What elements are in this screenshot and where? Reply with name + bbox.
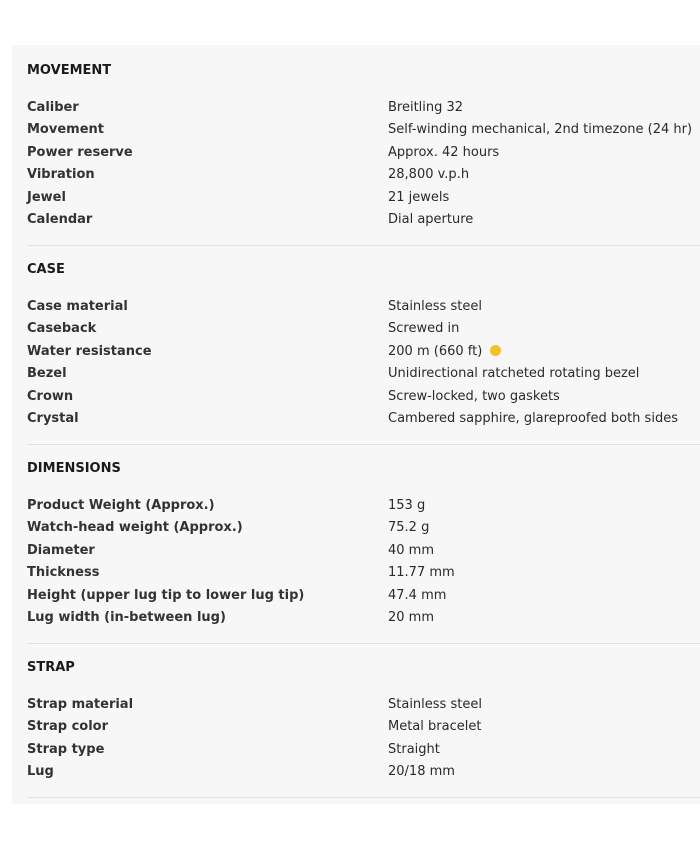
spec-list (27, 694, 700, 784)
spec-label: Product Weight (Approx.) (27, 498, 215, 513)
spec-label: Watch-head weight (Approx.) (27, 520, 243, 536)
spec-label: Caseback (27, 321, 97, 337)
spec-label: Caliber (27, 100, 79, 115)
spec-value: 153 g (388, 498, 426, 513)
spec-label: Crystal (27, 410, 79, 426)
spec-label: Case material (27, 299, 128, 314)
spec-row-movement (27, 119, 700, 141)
spec-row-height (27, 585, 700, 607)
section-case (27, 260, 700, 430)
spec-value: Straight (388, 741, 440, 757)
spec-value: Self-winding mechanical, 2nd timezone (24 hr) (388, 122, 693, 138)
spec-list (27, 495, 700, 629)
spec-label: Water resistance (27, 343, 152, 359)
section-dimensions (27, 459, 700, 629)
spec-row-bezel (27, 363, 700, 385)
section-title: CASE (27, 262, 65, 277)
section-divider (27, 444, 700, 445)
spec-row-crown (27, 386, 700, 408)
spec-value: Unidirectional ratcheted rotating bezel (388, 366, 640, 382)
spec-value: Cambered sapphire, glareproofed both sides (388, 410, 678, 426)
spec-row-product-weight (27, 495, 700, 517)
spec-value: Metal bracelet (388, 719, 482, 735)
spec-label: Jewel (27, 189, 66, 205)
spec-value: Screw-locked, two gaskets (388, 388, 560, 404)
spec-value: Approx. 42 hours (388, 144, 500, 160)
spec-row-thickness (27, 562, 700, 584)
spec-value: Stainless steel (388, 697, 482, 712)
spec-label: Lug width (in-between lug) (27, 609, 226, 625)
spec-label: Crown (27, 388, 74, 404)
section-divider (27, 797, 700, 798)
spec-label: Calendar (27, 211, 93, 227)
info-dot-icon[interactable] (490, 345, 501, 356)
spec-list (27, 97, 700, 231)
spec-label: Bezel (27, 366, 67, 382)
spec-row-vibration (27, 164, 700, 186)
spec-label: Movement (27, 122, 104, 138)
spec-row-strap-material (27, 694, 700, 716)
spec-row-strap-type (27, 739, 700, 761)
spec-row-calendar (27, 209, 700, 231)
spec-value: 28,800 v.p.h (388, 167, 470, 183)
spec-value: Dial aperture (388, 211, 474, 227)
section-title: STRAP (27, 660, 75, 675)
spec-value: 75.2 g (388, 520, 430, 536)
spec-label: Strap type (27, 741, 105, 757)
section-strap (27, 658, 700, 784)
section-title: MOVEMENT (27, 63, 112, 78)
spec-value: 40 mm (388, 542, 435, 558)
spec-value: Breitling 32 (388, 100, 464, 115)
spec-row-jewel (27, 187, 700, 209)
spec-label: Vibration (27, 167, 95, 183)
water-resistance-value: 200 m (660 ft) (388, 343, 483, 359)
spec-row-crystal (27, 408, 700, 430)
spec-row-strap-color (27, 716, 700, 738)
spec-row-lug (27, 761, 700, 783)
spec-list (27, 296, 700, 430)
spec-value: 20/18 mm (388, 764, 455, 780)
spec-value (388, 341, 501, 363)
spec-value: Stainless steel (388, 299, 482, 314)
spec-row-water-resistance (27, 341, 700, 363)
spec-label: Height (upper lug tip to lower lug tip) (27, 587, 305, 603)
specifications-panel (12, 45, 700, 804)
spec-row-lug-width (27, 607, 700, 629)
spec-label: Power reserve (27, 144, 133, 160)
section-divider (27, 245, 700, 246)
spec-value: 21 jewels (388, 189, 450, 205)
spec-label: Diameter (27, 542, 95, 558)
spec-value: 47.4 mm (388, 587, 447, 603)
spec-label: Lug (27, 764, 54, 780)
spec-row-power-reserve (27, 142, 700, 164)
spec-value: Screwed in (388, 321, 460, 337)
spec-row-caseback (27, 318, 700, 340)
spec-value: 11.77 mm (388, 565, 455, 581)
spec-label: Thickness (27, 565, 100, 581)
section-movement (27, 61, 700, 231)
spec-row-caliber (27, 97, 700, 119)
section-title: DIMENSIONS (27, 461, 121, 476)
spec-label: Strap material (27, 697, 134, 712)
spec-row-case-material (27, 296, 700, 318)
section-divider (27, 643, 700, 644)
spec-label: Strap color (27, 719, 109, 735)
spec-value: 20 mm (388, 609, 435, 625)
spec-row-watch-head-weight (27, 517, 700, 539)
spec-row-diameter (27, 540, 700, 562)
